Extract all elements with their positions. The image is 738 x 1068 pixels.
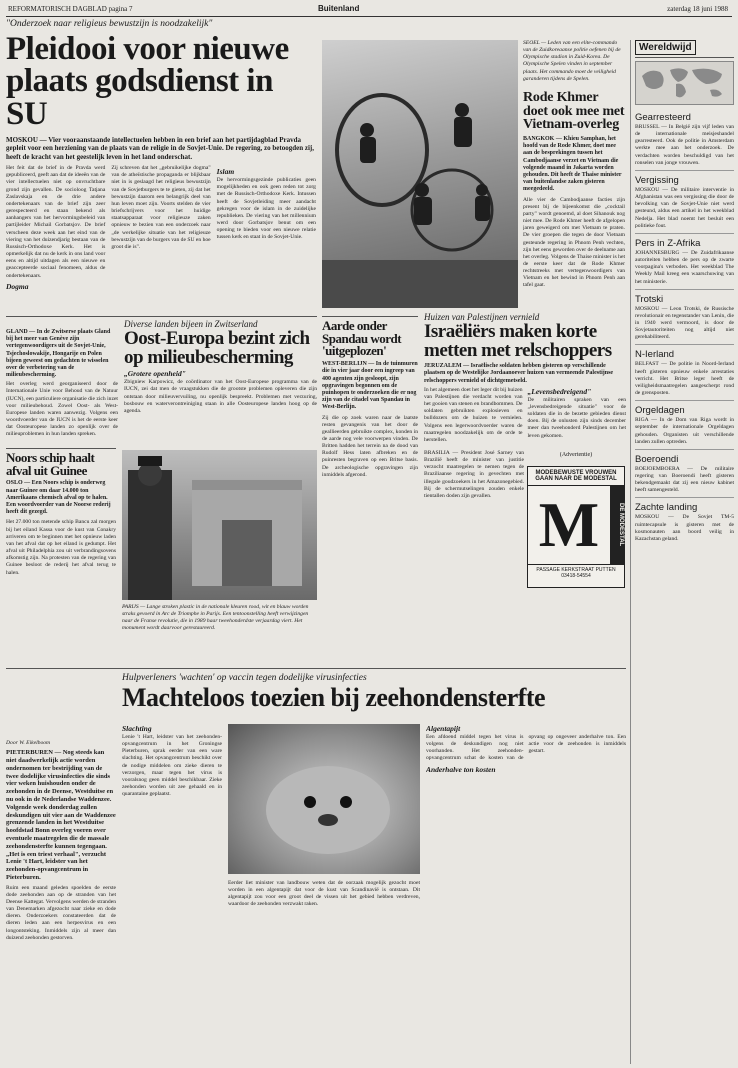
main-body: Het feit dat de brief in de Pravda werd gepubliceerd, geeft aan dat de ideeën van de vier intellectuelen niet op onvruchtbare grond zijn gevallen. De socioloog Tatjana Zaslavskaja en de drie andere ondertekenaars van de brief zijn zeer gerespecteerd en staan bekend als aanhangers van het hervormingsbeleid van partijleider Michail Gorbatsjov. De brief verscheen deze week aan het eind van de viering van het duizendjarig bestaan van de Russisch-Orthodoxe Kerk. Het is opmerkelijk dat nu de kerk in ons land voor eens en altijd uitdagen als een nieuwe en geaccepteerde sociaal fenomeen, aldus de ondertekenaars. [6, 165, 106, 279]
main-body-2: Zij schreven dat het „gebruikelijke dogma" van de atheïstische propaganda er blijkbaar niet in is geslaagd het religieus bewustzijn van de Sovjetburgers te te gieten, zij dat het bewustzijn daarom een belangrijk deel van hun leven moet zijn. Voorts stelden de vier briefschrijvers voor het huidige staatsapparaat voor religieuze zaken opnieuw te bezien van een onderzoek naar „de werkelijke situatie van het religieuze bewustzijn van de burgers van de SU en hoe groot die is". [111, 165, 211, 250]
seals-lead-column [6, 678, 116, 1062]
sidebar-item-head: N-Ierland [635, 349, 675, 361]
israel-headline: Israëliërs maken korte metten met relschoppers [424, 321, 612, 361]
section-title: Buitenland [318, 4, 360, 13]
sidebar-item [635, 170, 734, 230]
sidebar-item-text: RIGA — In de Dom van Riga wordt in september de internationale Orgeldagen gehouden. Organisten uit verschillende landen zullen optreden. [635, 417, 734, 445]
sidebar-item [635, 344, 734, 397]
main-headline: Pleidooi voor nieuwe plaats godsdienst in SU [6, 31, 289, 132]
sidebar-item-text: MOSKOU — Leon Trotski, de Russische revolutionair en tegenstander van Lenin, die in 1940 werd vermoord, is door de Sovjetautoriteiten nog altijd niet gerehabiliteerd. [635, 305, 734, 341]
seals-lead: PIETERBUREN — Nog steeds kan niet daadwerkelijk actie worden ondernomen ter bestrijding van de twee dodelijke virusinfecties die sinds vier weken huishouden onder de zeehonden in de Deense, Westduitse en nu ook in de Nederlandse Waddenzee. Volgende week donderdag zullen deskundigen uit vier aan de Waddenzee grenzende landen in het Westduitse hoofdstad Bonn overleg voeren over eventuele maatregelen die de massale zeehondensterfte kunnen tegengaan. „Het is een triest verhaal", verzucht Lenie 't Hart, leidster van het zeehonden-opvangcentrum in Pieterburen. [6, 749, 116, 881]
sidebar-item-text: BRUSSEL — In België zijn vijf leden van de internationale meisjeshandel gearresteerd. Ook de politie in Amsterdam werkte mee aan het onderzoek. De verdachten worden beschuldigd van het ronselen van jonge vrouwen. [635, 124, 734, 166]
spandau-lead: WEST-BERLIJN — In de tuinmuren die in vier jaar door een ingreep van 400 agenten zijn gesloopt, zijn opgravingen begonnen om de puinhopen te onderzoeken die er nog zijn van de citadel van Spandau in West-Berlijn. [322, 361, 418, 411]
israel-story [424, 312, 626, 446]
advertisement-modestal [527, 466, 625, 588]
seals-kicker: Hulpverleners 'wachten' op vaccin tegen dodelijke virusinfecties [122, 673, 367, 683]
sidebar-item-text: JOHANNESBURG — De Zuidafrikaanse autoriteiten hebben de pers op de zwarte voorpagina's verboden. Het weekblad The Weekly Mail kreeg een waarschuwing van het ministerie. [635, 249, 734, 285]
spandau-headline: Aarde onder Spandau wordt 'uitgeplozen' [322, 318, 402, 359]
sidebar-item-head: Gearresteerd [635, 112, 691, 123]
sidebar-item [635, 400, 734, 446]
ad-side-label: DE MODESTAL [610, 486, 624, 564]
rode-khmer-body: Alle vier de Cambodjaanse facties zijn present bij de bijeenkomst die „cocktail party" wordt genoemd, al doet Sihanouk nog niet mee. De Rode Khmer heeft de afgelopen jaren geweigerd om met Vietnam te praten. De vier groepen die tegen de door Vietnam gesteunde regering in Phnom Penh vechten, zijn het eens geworden over de deelname aan het overleg. Volgens de Thaise minister is het de eerste keer dat de Rode Khmer rechtstreeks met vertegenwoordigers van Vietnam en het bewind in Phnom Penh aan tafel gaat. [523, 196, 625, 289]
photo-police-figures [322, 40, 518, 308]
main-lead: MOSKOU — Vier vooraanstaande intellectuelen hebben in een brief aan het partijdagblad Pravda gepleit voor een herziening van de plaats van de religie in de Sovjet-Unie. De regering, zo betoogden zij, heeft de kracht van het geestelijk leven in het land onderschat. [6, 135, 314, 161]
photo-arc-de-triomphe [122, 450, 317, 600]
zwitserland-headline: Oost-Europa bezint zich op milieubescherming [124, 328, 310, 368]
sidebar-item [635, 233, 734, 286]
zwitserland-story [6, 316, 317, 443]
sidebar-item-head: Boeroendi [635, 453, 679, 465]
seals-subhead-algentapijt: Algentapijt [426, 724, 461, 733]
ad-label: (Advertentie) [559, 452, 593, 458]
seals-subhead-kosten: Anderhalve ton kosten [426, 764, 496, 774]
israel-body-2: De militairen spraken van een „levensbedreigende situatie" voor de soldaten die in de bezette gebieden dienst doen. Bij de onlusten zijn sinds december meer dan tweehonderd Palestijnen om het leven gekomen. [527, 396, 626, 439]
sidebar-item [635, 449, 734, 495]
zwitserland-body-2: Zbigniew Karpowicz, de coördinator van het Oost-Europese programma van de IUCN, zei dat men de vraagstukken die de grootste problemen opleveren die zijn ontstaan door milieuvervuiling, nu openlijk bespreekt. Problemen met verzuring, bosbouw en waterverontreiniging staan in alle Oosteuropese landen hoog op de agenda. [124, 379, 317, 414]
sidebar-item-head: Vergissing [635, 174, 679, 186]
photo-seal-figure [228, 724, 420, 874]
guinee-headline: Noors schip haalt afval uit Guinee [6, 450, 95, 478]
rode-khmer-headline: Rode Khmer doet ook mee met Vietnam-overleg [523, 89, 625, 133]
sidebar-items [635, 108, 734, 543]
spandau-body: Zij die op zoek waren naar de laatste resten gevangenis van het door de geallieerden gebruikte complex, konden in de aarde nog vele voorwerpen vinden. De Britten hadden het terrein na de dood van Rudolf Hess laten afbreken en de puinresten begraven op een Britse basis. De archeologische opgravingen zijn inmiddels afgerond. [322, 414, 418, 478]
ad-logo-letter: M [538, 489, 600, 560]
main-story [6, 19, 316, 309]
seals-body: Ruim een maand geleden spoelden de eerste dode zeehonden aan op de stranden van het Deense Kattegat. Vervolgens werden de stranden van Denemarken afgezocht naar zieke en dode dieren. Onderzoekers constateerden dat de dieren leden aan een herpesvirus en een longontsteking. Inmiddels zijn al meer dan duizend zeehonden gestorven. [6, 884, 116, 941]
ad-slogan: MODEBEWUSTE VROUWEN GAAN NAAR DE MODESTAL [528, 467, 624, 486]
main-body-3: De hervormingsgezinde publicaties geen mogelijkheden en ook geen reden tot zorg met de Russisch-Orthodoxe Kerk. Intussen heeft de Sovjetleiding meer aandacht gekregen voor de islam in de zuidelijke republieken. De viering van het millennium werd door Gorbatsjov benut om een opening te bieden voor een nieuwe relatie tussen kerk en staat in de Sovjet-Unie. [216, 177, 316, 241]
main-subhead-dogma: Dogma [6, 281, 29, 291]
zwitserland-body: Het overleg werd georganiseerd door de Internationale Unie voor Behoud van de Natuur (IUCN), een particuliere organisatie die zich inzet voor milieubehoud. Zowel Oost- als West-Europese landen waren aanwezig. Volgens een woordvoerder van de IUCN is het de eerste keer dat Oosteuropese landen zo openlijk over de milieuproblemen in hun landen spreken. [6, 381, 118, 438]
zwitserland-lead: GLAND — In de Zwitserse plaats Gland bij het meer van Genève zijn vertegenwoordigers uit de Sovjet-Unie, Tsjechoslowakije, Hongarije en Polen bijeen geweest om gedachten te wisselen over de verbetering van de milieubescherming. [6, 329, 111, 379]
sidebar-item-text: MOSKOU — De militaire interventie in Afghanistan was een vergissing die door de bevolking van de Sovjet-Unie niet werd gesteund, aldus een artikel in het weekblad Nedelja. Het blad noemt het besluit een politieke fout. [635, 186, 734, 229]
sidebar-item [635, 108, 734, 167]
photo-police-training [322, 40, 518, 308]
seals-body-4: Een afdoend middel tegen het virus is volgens de deskundigen nog niet voorhanden. Het zeehonden-opvangcentrum schat de kosten van de opvang op ongeveer anderhalve ton. Een actie voor de zeehonden is inmiddels gestart. [426, 734, 626, 762]
seals-body-2: Lenie 't Hart, leidster van het zeehonden-opvangcentrum in het Groningse Pieterburen, sprak eerder van een ware slachting. Het opvangcentrum beschikt over de nodige middelen om zieke dieren te verzorgen, maar tegen het virus is vooralsnog geen middel beschikbaar. Zieke zeehonden worden uit zee gehaald en in quarantaine geplaatst. [122, 734, 222, 798]
photo-caption-parijs: PARIJS — Lange stroken plastic in de nationale kleuren rood, wit en blauw worden straks gevoerd in Arc de Triomphe in Parijs. Een tentoonstelling heeft verwijzingen naar de Franse revolutie, die in 1989 haar tweehonderdste verjaardag viert. Het monument wordt daarvoor gerestaureerd. [122, 604, 309, 632]
page-header [6, 2, 732, 17]
seals-column-4 [426, 722, 626, 1062]
seals-byline: Door W. Eikelboom [6, 740, 51, 746]
sidebar-item-head: Pers in Z-Afrika [635, 237, 701, 249]
israel-body: In het algemeen doet het leger dit bij huizen van Palestijnen die verdacht worden van het gooien van stenen en brandbommen. De soldaten gebruikten explosieven en bulldozers om de huizen te vernielen. Volgens een legerwoordvoerder waren de maatregelen noodzakelijk om de orde te herstellen. [424, 386, 523, 443]
photo-soldier-arch [122, 450, 317, 600]
main-subhead-islam: Islam [216, 167, 235, 177]
sidebar-item-head: Trotski [635, 293, 664, 305]
seals-subhead-slachting: Slachting [122, 724, 152, 733]
rode-khmer-lead: BANGKOK — Khieu Samphan, het hoofd van de Rode Khmer, doet mee aan de besprekingen tussen het Cambodjaanse verzet en Vietnam die volgende maand in Jakarta worden gehouden. Dit heeft de Thaise minister van buitenlandse zaken gisteren meegedeeld. [523, 136, 622, 193]
photo-caption-seoel: SEOEL — Leden van een elite-commando van de Zuidkoreaanse politie oefenen bij de Olympische stadion in Zuid-Korea. De Olympische Spelen vinden in september plaats. Het commando moet de veiligheid garanderen tijdens de Spelen. [523, 40, 621, 82]
sidebar-item [635, 289, 734, 342]
sidebar-item-head: Orgeldagen [635, 405, 685, 417]
guinee-body: Het 27.000 ton metende schip Bancu zal morgen bij het eiland Kassa voor de kust van Conakry arriveren om te beginnen met het opnieuw laden van het afval dat op het eiland is gedumpt. Het afval uit Philadelphia zou uit verbrandingsovens afkomstig zijn. Na protesten van de regering van Guinee besloot de rederij het afval terug te halen. [6, 519, 116, 576]
issue-date: zaterdag 18 juni 1988 [667, 5, 728, 13]
guinee-lead: OSLO — Een Noors schip is onderweg naar Guinee om daar 14.000 ton Amerikaans chemisch afval op te halen. Een woordvoerder van de Noorse rederij heeft dit gezegd. [6, 480, 111, 516]
sidebar-item-text: BELFAST — De politie in Noord-Ierland heeft gisteren opnieuw enkele arrestaties verricht. Het Britse leger heeft de veiligheidsmaatregelen aangescherpt rond de grensposten. [635, 361, 734, 397]
seals-body-3: Eerder liet minister van landbouw weten dat de oorzaak mogelijk gezocht moet worden in een algentapijt dat voor de kust van Scandinavië is ontstaan. Dit algentapijt zou voor een groot deel de vissen uit het gebied hebben verdreven, waardoor de zeehonden verzwakt raken. [228, 880, 420, 908]
zwitserland-subhead: „Grotere openheid" [124, 369, 186, 379]
sidebar-item [635, 497, 734, 543]
israel-lead: JERUZALEM — Israëlische soldaten hebben gisteren op verschillende plaatsen op de Westelijke Jordaanoever huizen van vermeende Palestijnse relschoppers vernield of dichtgemetseld. [424, 363, 614, 384]
seals-column-3 [228, 880, 420, 1062]
israel-subhead: „Levensbedreigend" [527, 386, 592, 396]
paris-caption-block [122, 604, 317, 662]
sidebar-item-text: BOEJOEMBOERA — De militaire regering van Boeroendi heeft gisteren bekendgemaakt dat zij een nieuw kabinet heeft samengesteld. [635, 465, 734, 494]
brasilia-body: BRASILIA — President José Sarney van Brazilië heeft de minister van justitie verzocht maatregelen te nemen tegen de Braziliaanse regering in gevechten met illegale goudzoekers in het Amazonegebied. Bij de schermutselingen zouden enkele tientallen doden zijn gevallen. [424, 450, 524, 499]
sidebar-title: Wereldwijd [635, 40, 696, 55]
main-kicker: "Onderzoek naar religieus bewustzijn is noodzakelijk" [6, 19, 213, 29]
sidebar-item-head: Zachte landing [635, 502, 698, 514]
israel-kicker: Huizen van Palestijnen vernield [424, 312, 540, 322]
zwitserland-kicker: Diverse landen bijeen in Zwitserland [124, 319, 258, 329]
world-map-icon [635, 61, 734, 105]
seals-column-2 [122, 722, 222, 1062]
paper-name: REFORMATORISCH DAGBLAD pagina 7 [8, 5, 133, 13]
ad-address: PASSAGE KERKSTRAAT PUTTEN 03418-54554 [528, 564, 624, 579]
seals-headline: Machteloos toezien bij zeehondensterfte [122, 683, 546, 712]
sidebar-item-text: MOSKOU — De Sovjet TM-5 ruimtecapsule is gisteren met de kosmonauten aan boord veilig in Kazachstan geland. [635, 514, 734, 542]
photo-seal [228, 724, 420, 874]
sidebar-wereldwijd [630, 40, 734, 1064]
